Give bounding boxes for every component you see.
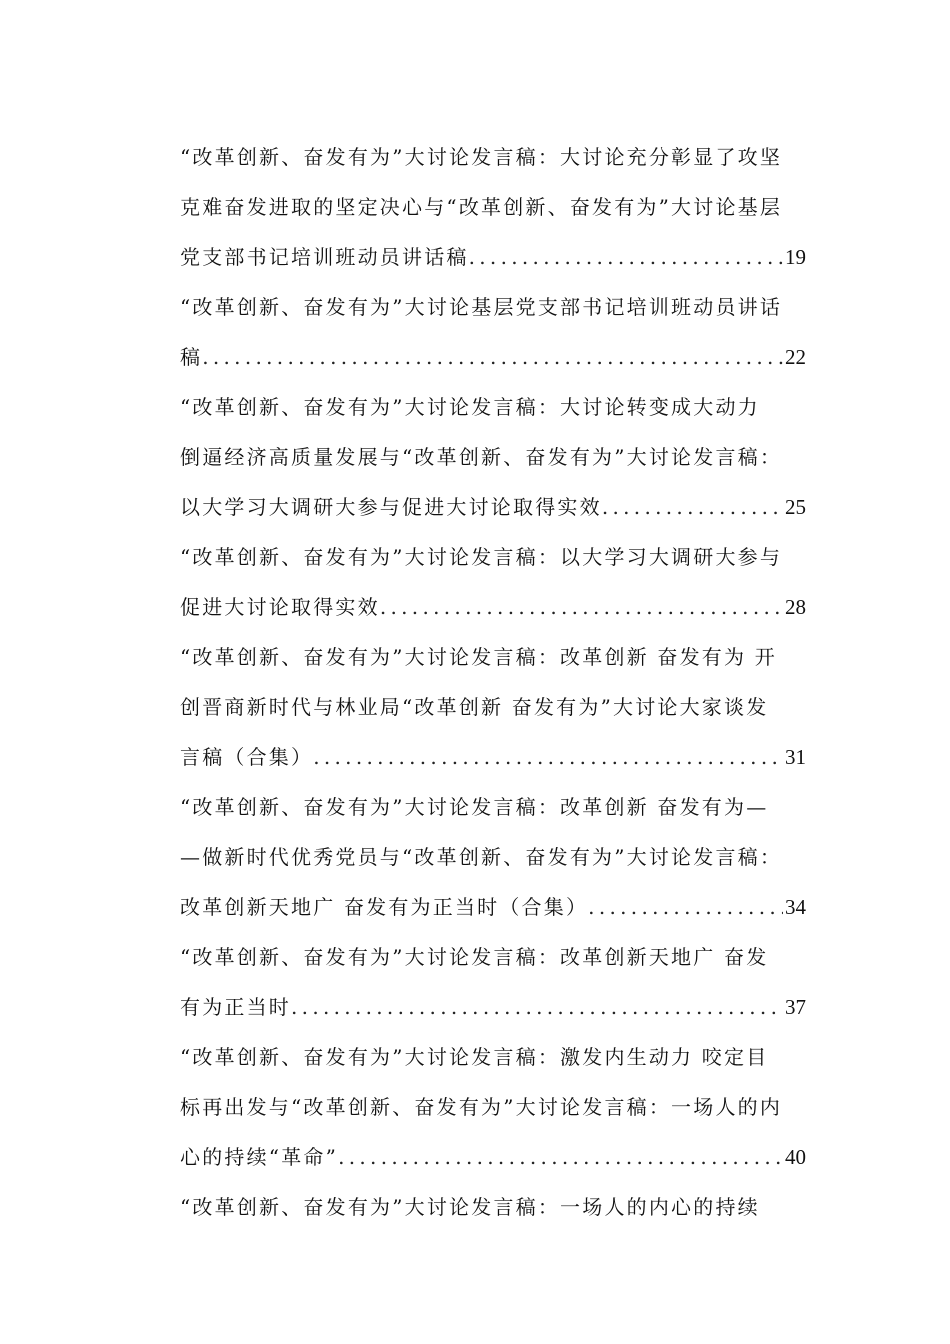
table-of-contents [180,132,806,1232]
toc-entry-leader-line [180,1132,806,1182]
toc-page-number: 19 [785,245,806,269]
toc-entry-title-line: “改革创新、奋发有为”大讨论发言稿：一场人的内心的持续 [180,1195,760,1219]
toc-entry[interactable] [180,932,806,1032]
toc-entry[interactable] [180,282,806,382]
toc-page-number: 34 [785,895,806,919]
toc-entry-title-line: “改革创新、奋发有为”大讨论发言稿：以大学习大调研大参与 [180,545,783,569]
toc-entry-title-line: “改革创新、奋发有为”大讨论发言稿：大讨论转变成大动力 [180,395,760,419]
toc-entry-title-line: 标再出发与“改革创新、奋发有为”大讨论发言稿：一场人的内 [180,1095,783,1119]
toc-entry[interactable] [180,382,806,532]
toc-entry-leader-line [180,732,806,782]
toc-page-number: 31 [785,745,806,769]
toc-entry[interactable] [180,132,806,282]
toc-entry-leader-line [180,482,806,532]
toc-entry-leader-line [180,232,806,282]
toc-page-number: 28 [785,595,806,619]
toc-entry-title-line: “改革创新、奋发有为”大讨论发言稿：激发内生动力 咬定目 [180,1045,769,1069]
toc-entry-title-line: 倒逼经济高质量发展与“改革创新、奋发有为”大讨论发言稿： [180,445,783,469]
toc-entry-title-line: 克难奋发进取的坚定决心与“改革创新、奋发有为”大讨论基层 [180,195,783,219]
toc-entry-title-line: 创晋商新时代与林业局“改革创新 奋发有为”大讨论大家谈发 [180,695,769,719]
toc-entry-title-line: “改革创新、奋发有为”大讨论发言稿：改革创新 奋发有为— [180,795,769,819]
dot-leader [202,332,783,382]
toc-entry-title-line: “改革创新、奋发有为”大讨论发言稿：大讨论充分彰显了攻坚 [180,145,783,169]
toc-entry-title-line: “改革创新、奋发有为”大讨论发言稿：改革创新 奋发有为 开 [180,645,777,669]
toc-page-number: 25 [785,495,806,519]
toc-entry-title-line: “改革创新、奋发有为”大讨论发言稿：改革创新天地广 奋发 [180,945,769,969]
dot-leader [313,732,783,782]
toc-entry-title-end: 言稿（合集） [180,745,314,769]
dot-leader [469,232,783,282]
toc-page-number: 22 [785,345,806,369]
toc-entry[interactable] [180,1032,806,1182]
dot-leader [291,982,783,1032]
dot-leader [338,1132,783,1182]
toc-entry[interactable] [180,782,806,932]
toc-entry[interactable] [180,532,806,632]
dot-leader [380,582,783,632]
toc-entry-title-end: 改革创新天地广 奋发有为正当时（合集） [180,895,589,919]
toc-entry-title-line: “改革创新、奋发有为”大讨论基层党支部书记培训班动员讲话 [180,295,783,319]
dot-leader [602,482,783,532]
dot-leader [588,882,783,932]
toc-entry-title-line: —做新时代优秀党员与“改革创新、奋发有为”大讨论发言稿： [180,845,783,869]
toc-entry[interactable] [180,632,806,782]
toc-page-number: 40 [785,1145,806,1169]
toc-entry-leader-line [180,582,806,632]
toc-entry-title-end: 稿 [180,345,203,369]
toc-entry-title-end: 以大学习大调研大参与促进大讨论取得实效 [180,495,602,519]
toc-entry-title-end: 有为正当时 [180,995,291,1019]
toc-entry-leader-line [180,882,806,932]
toc-entry-leader-line [180,982,806,1032]
toc-page-number: 37 [785,995,806,1019]
toc-entry-title-end: 心的持续“革命” [180,1145,339,1169]
toc-entry-title-end: 促进大讨论取得实效 [180,595,380,619]
toc-entry-leader-line [180,332,806,382]
toc-entry-title-end: 党支部书记培训班动员讲话稿 [180,245,469,269]
